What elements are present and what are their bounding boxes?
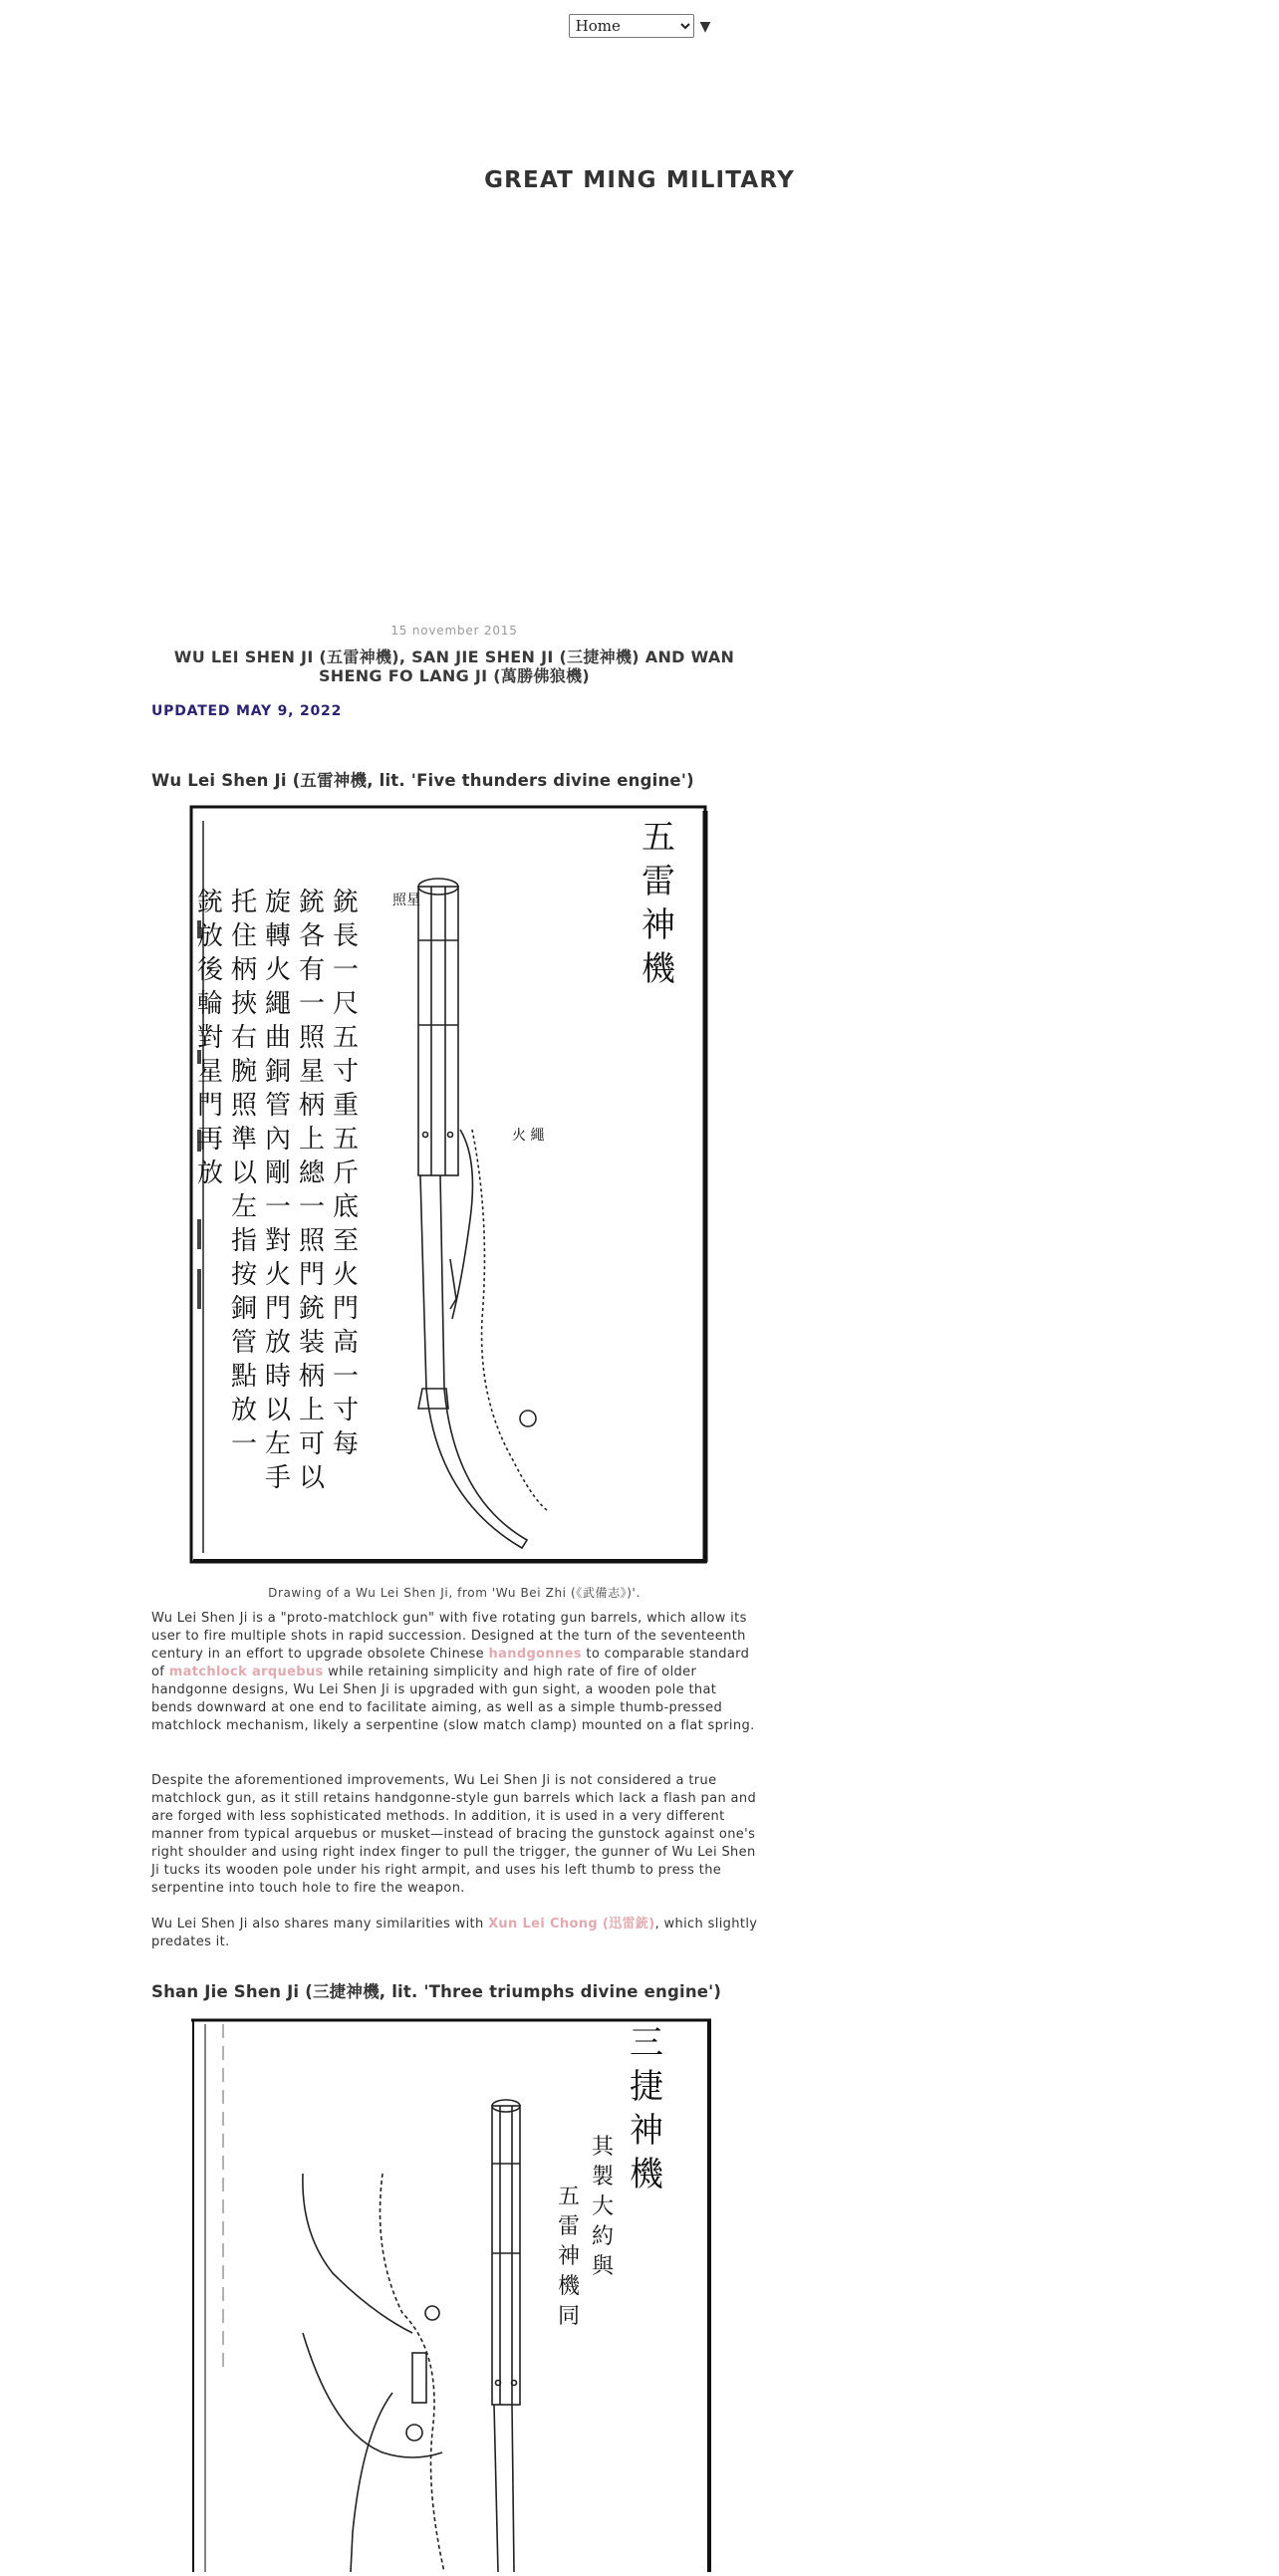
subtext-char: 同 bbox=[558, 2304, 581, 2329]
subtext-char: 約 bbox=[592, 2224, 615, 2249]
text-column-char: 上 bbox=[299, 1396, 326, 1425]
text-column-char: 一 bbox=[299, 989, 326, 1019]
paragraph-2: Despite the aforementioned improvements, Wu Lei Shen Ji is not considered a true matchlock gun, as it still retains handgonne-style gun barrels which lack a flash pan and are forged with less sophisticated methods. In addition, it is used in a very different manner from typical arquebus or musket—instead of bracing the gunstock against one's right shoulder and using right index finger to pull the trigger, the gunner of Wu Lei Shen Ji tucks its wooden pole under his right armpit, and uses his left thumb to press the serpentine into touch hole to fire the weapon. bbox=[151, 1773, 757, 1896]
paragraph-text: to comparable standard of bbox=[151, 1647, 750, 1679]
blog-title[interactable]: GREAT MING MILITARY bbox=[484, 167, 795, 193]
link-handgonnes[interactable]: handgonnes bbox=[488, 1647, 582, 1662]
text-column-char: 星 bbox=[299, 1057, 326, 1087]
text-column-char: 銃 bbox=[197, 888, 224, 917]
text-column-char: 放 bbox=[231, 1396, 258, 1425]
text-column-char: 對 bbox=[265, 1226, 292, 1256]
san-jie-shen-ji-drawing[interactable] bbox=[183, 2014, 715, 2572]
subtext-char: 機 bbox=[558, 2274, 581, 2299]
subtext-char: 神 bbox=[558, 2244, 581, 2269]
figure-subtext-columns bbox=[558, 2135, 616, 2329]
text-column-char: 手 bbox=[265, 1463, 292, 1493]
text-column-char: 一 bbox=[333, 1362, 360, 1392]
text-column-char: 銅 bbox=[231, 1294, 258, 1324]
text-column-char: 至 bbox=[333, 1226, 360, 1256]
paragraph-text: Wu Lei Shen Ji also shares many similarities with bbox=[151, 1917, 489, 1932]
title-char: 雷 bbox=[641, 862, 675, 902]
text-column-char: 各 bbox=[299, 921, 326, 951]
text-column-char: 放 bbox=[197, 1159, 224, 1188]
text-column-char: 放 bbox=[265, 1328, 292, 1358]
text-column-char: 一 bbox=[231, 1429, 258, 1459]
post-date: 15 november 2015 bbox=[390, 624, 518, 638]
text-column-char: 火 bbox=[265, 955, 292, 985]
section-heading-san-jie: Shan Jie Shen Ji (三捷神機, lit. 'Three triumphs divine engine') bbox=[151, 1982, 722, 2001]
text-column-char: 管 bbox=[265, 1091, 292, 1121]
text-column-char: 以 bbox=[299, 1463, 326, 1493]
section-heading-wu-lei: Wu Lei Shen Ji (五雷神機, lit. 'Five thunders divine engine') bbox=[151, 771, 694, 790]
title-char: 三 bbox=[630, 2023, 663, 2063]
text-column-char: 腕 bbox=[231, 1057, 258, 1087]
text-column-char: 繩 bbox=[265, 989, 292, 1019]
text-column-char: 銃 bbox=[299, 1294, 326, 1324]
text-column-char: 寸 bbox=[333, 1057, 360, 1087]
text-column-char: 重 bbox=[333, 1091, 360, 1121]
text-column-char: 柄 bbox=[299, 1091, 326, 1121]
paragraph-1 bbox=[151, 1610, 761, 1735]
text-column-char: 後 bbox=[197, 955, 224, 985]
text-column-char: 尺 bbox=[333, 989, 360, 1019]
woodblock-illustration bbox=[183, 801, 711, 1568]
text-column-char: 銃 bbox=[333, 888, 360, 917]
figure-caption: Drawing of a Wu Lei Shen Ji, from 'Wu Bei Zhi (《武備志》)'. bbox=[268, 1586, 640, 1600]
title-char: 機 bbox=[641, 949, 675, 989]
text-column-char: 一 bbox=[265, 1192, 292, 1222]
text-column-char: 高 bbox=[333, 1328, 360, 1358]
subtext-char: 大 bbox=[592, 2194, 615, 2219]
text-column-char: 照 bbox=[231, 1091, 258, 1121]
text-column-char: 柄 bbox=[231, 955, 258, 985]
text-column-char: 左 bbox=[265, 1429, 292, 1459]
title-char: 五 bbox=[641, 818, 675, 858]
title-char: 捷 bbox=[630, 2067, 663, 2107]
text-column-char: 斤 bbox=[333, 1159, 360, 1188]
text-column-char: 點 bbox=[231, 1362, 258, 1392]
woodblock-illustration bbox=[183, 2014, 715, 2572]
fire-label: 火 繩 bbox=[512, 1128, 545, 1144]
text-column-char: 挾 bbox=[231, 989, 258, 1019]
text-column-char: 轉 bbox=[265, 921, 292, 951]
paragraph-text: Wu Lei Shen Ji is a "proto-matchlock gun" with five rotating gun barrels, which allow its user to fire multiple shots in rapid succession. Designed at the turn of the seventeenth century in an effort to upgrade obsolete Chinese bbox=[151, 1611, 747, 1662]
text-column-char: 放 bbox=[197, 921, 224, 951]
paragraph-3 bbox=[151, 1916, 761, 1951]
text-column-char: 托 bbox=[231, 888, 258, 917]
text-column-char: 長 bbox=[333, 921, 360, 951]
text-column-char: 一 bbox=[299, 1192, 326, 1222]
text-column-char: 右 bbox=[231, 1023, 258, 1053]
text-column-char: 管 bbox=[231, 1328, 258, 1358]
text-column-char: 曲 bbox=[265, 1023, 292, 1053]
text-column-char: 以 bbox=[265, 1396, 292, 1425]
text-column-char: 門 bbox=[333, 1294, 360, 1324]
text-column-char: 五 bbox=[333, 1125, 360, 1155]
sight-label: 照星 bbox=[392, 893, 420, 908]
text-column-char: 門 bbox=[265, 1294, 292, 1324]
text-column-char: 以 bbox=[231, 1159, 258, 1188]
link-matchlock-arquebus[interactable]: matchlock arquebus bbox=[168, 1665, 324, 1679]
subtext-char: 五 bbox=[558, 2185, 581, 2209]
text-column-char: 寸 bbox=[333, 1396, 360, 1425]
text-column-char: 門 bbox=[299, 1260, 326, 1290]
text-column-char: 星 bbox=[197, 1057, 224, 1087]
updated-note: UPDATED MAY 9, 2022 bbox=[151, 703, 343, 719]
text-column-char: 對 bbox=[197, 1023, 224, 1053]
paragraph-text: while retaining simplicity and high rate of fire of older handgonne designs, Wu Lei Shen Ji is upgraded with gun sight, a wooden pole that bends downward at one end to facilitate aiming, as well as a simple thumb-pressed matchlock mechanism, likely a serpentine (slow match clamp) mounted on a flat spring. bbox=[151, 1665, 755, 1733]
text-column-char: 可 bbox=[299, 1429, 326, 1459]
text-column-char: 剛 bbox=[265, 1159, 292, 1188]
paragraph-text: , which slightly predates it. bbox=[151, 1917, 758, 1949]
text-column-char: 左 bbox=[231, 1192, 258, 1222]
text-column-char: 底 bbox=[333, 1192, 360, 1222]
text-column-char: 上 bbox=[299, 1125, 326, 1155]
title-char: 機 bbox=[630, 2155, 663, 2194]
wu-lei-shen-ji-drawing[interactable] bbox=[183, 801, 711, 1568]
subtext-char: 雷 bbox=[558, 2214, 581, 2239]
text-column-char: 每 bbox=[333, 1429, 360, 1459]
text-column-char: 柄 bbox=[299, 1362, 326, 1392]
text-column-char: 有 bbox=[299, 955, 326, 985]
text-column-char: 指 bbox=[231, 1226, 258, 1256]
page-nav bbox=[0, 14, 1279, 38]
text-column-char: 再 bbox=[197, 1125, 224, 1155]
text-column-char: 準 bbox=[231, 1125, 258, 1155]
text-column-char: 住 bbox=[231, 921, 258, 951]
page-select[interactable] bbox=[569, 14, 694, 38]
subtext-char: 其 bbox=[592, 2135, 615, 2160]
text-column-char: 照 bbox=[299, 1023, 326, 1053]
text-column-char: 時 bbox=[265, 1362, 292, 1392]
text-column-char: 火 bbox=[333, 1260, 360, 1290]
caret-down-icon[interactable]: ▼ bbox=[699, 19, 711, 35]
text-column-char: 五 bbox=[333, 1023, 360, 1053]
gun-drawing bbox=[303, 2100, 520, 2572]
text-column-char: 火 bbox=[265, 1260, 292, 1290]
text-column-char: 銃 bbox=[299, 888, 326, 917]
link-xun-lei-chong[interactable]: Xun Lei Chong (迅雷銃) bbox=[488, 1917, 655, 1932]
text-column-char: 装 bbox=[299, 1328, 326, 1358]
text-column-char: 銅 bbox=[265, 1057, 292, 1087]
text-column-char: 內 bbox=[265, 1125, 292, 1155]
title-char: 神 bbox=[630, 2111, 663, 2151]
text-column-char: 一 bbox=[333, 955, 360, 985]
subtext-char: 與 bbox=[592, 2254, 615, 2279]
text-column-char: 照 bbox=[299, 1226, 326, 1256]
text-column-char: 總 bbox=[299, 1159, 326, 1188]
figure-title-column bbox=[630, 2023, 664, 2194]
title-char: 神 bbox=[641, 905, 675, 945]
text-column-char: 輪 bbox=[197, 989, 224, 1019]
text-column-char: 門 bbox=[197, 1091, 224, 1121]
subtext-char: 製 bbox=[592, 2165, 615, 2190]
text-column-char: 旋 bbox=[265, 888, 292, 917]
post-title[interactable]: WU LEI SHEN JI (五雷神機), SAN JIE SHEN JI (三捷神機) AND WAN SHENG FO LANG JI (萬勝佛狼機) bbox=[173, 647, 735, 685]
text-column-char: 按 bbox=[231, 1260, 258, 1290]
